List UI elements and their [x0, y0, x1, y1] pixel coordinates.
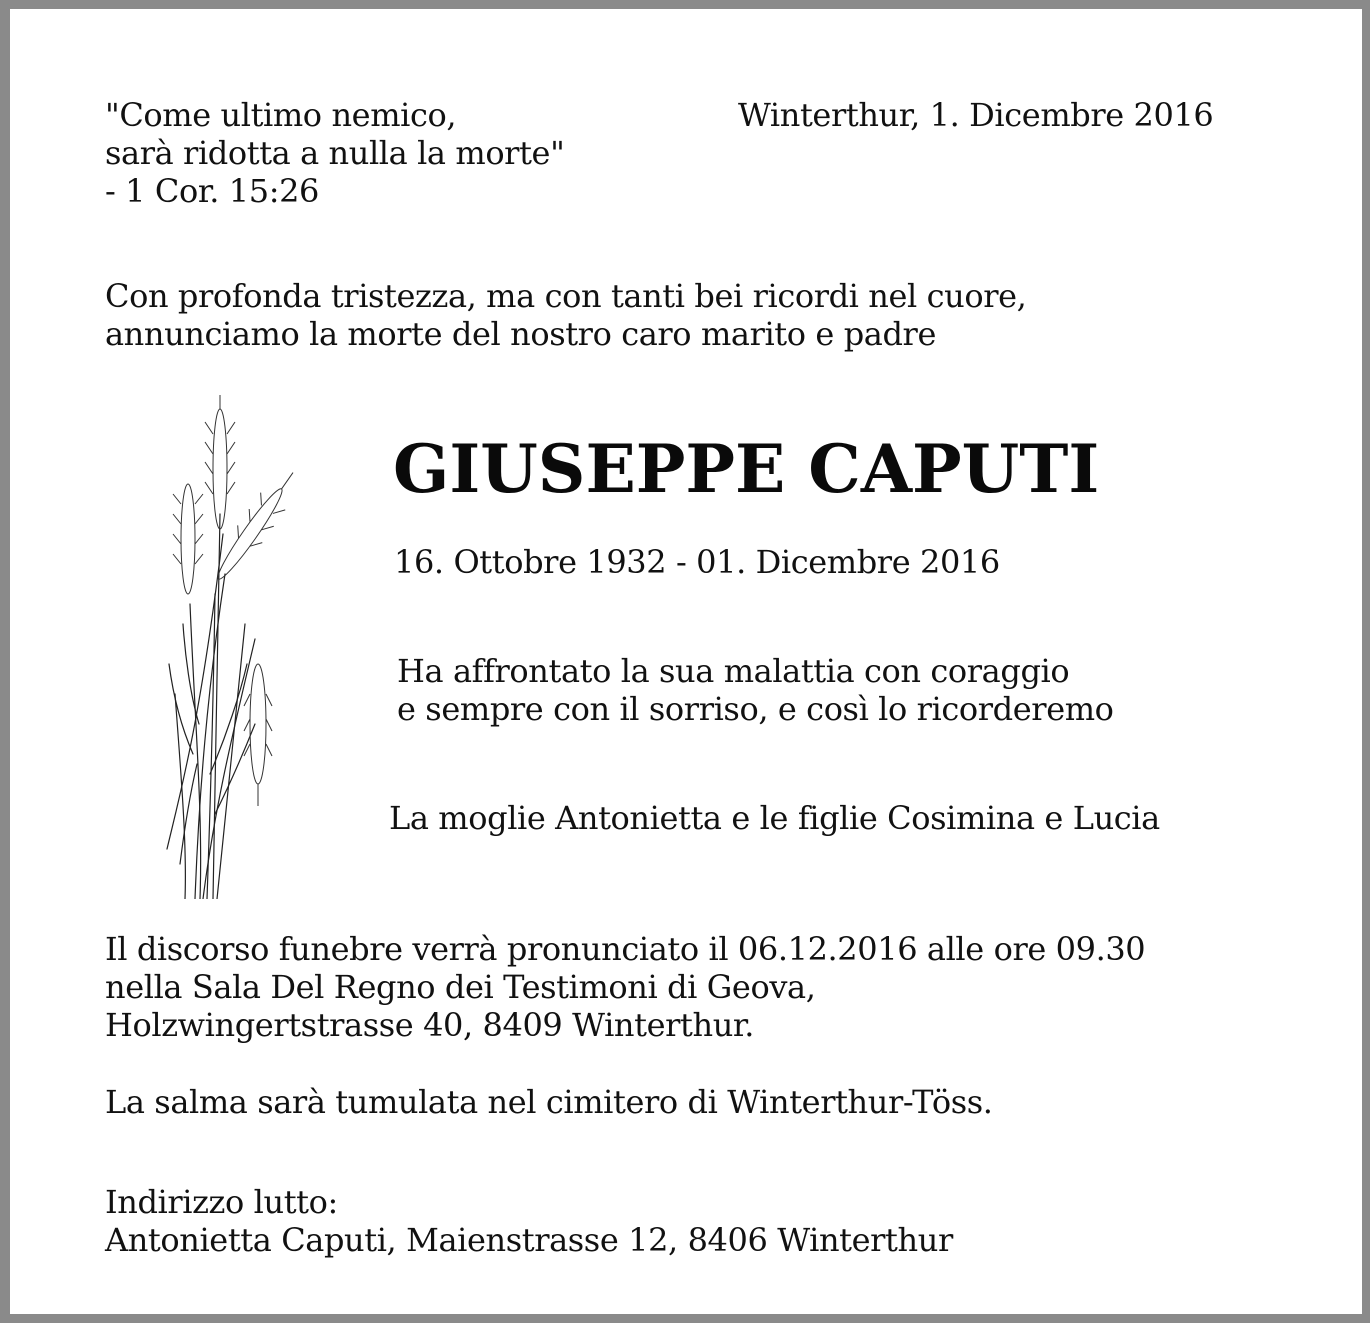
- mourning-address-value: Antonietta Caputi, Maienstrasse 12, 8406 Winterthur: [105, 1221, 953, 1259]
- lifespan-dates: 16. Ottobre 1932 - 01. Dicembre 2016: [394, 543, 1000, 581]
- bible-quote: [105, 96, 564, 210]
- deceased-name: GIUSEPPE CAPUTI: [393, 430, 1100, 508]
- quote-line-1: "Come ultimo nemico,: [105, 96, 457, 134]
- funeral-line-2: nella Sala Del Regno dei Testimoni di Geova,: [105, 968, 816, 1006]
- remembrance-text: [397, 652, 1114, 728]
- remembrance-line-2: e sempre con il sorriso, e così lo ricorderemo: [397, 690, 1114, 728]
- intro-line-1: Con profonda tristezza, ma con tanti bei ricordi nel cuore,: [105, 277, 1027, 315]
- family-signature: La moglie Antonietta e le figlie Cosimina e Lucia: [389, 799, 1160, 837]
- mourning-address-label: Indirizzo lutto:: [105, 1183, 338, 1221]
- quote-line-2: sarà ridotta a nulla la morte": [105, 134, 565, 172]
- funeral-info: [105, 930, 1145, 1044]
- mourning-address: [105, 1183, 953, 1259]
- quote-reference: - 1 Cor. 15:26: [105, 172, 320, 210]
- intro-text: [105, 277, 1026, 353]
- funeral-line-3: Holzwingertstrasse 40, 8409 Winterthur.: [105, 1006, 755, 1044]
- wheat-stalks-icon: [155, 394, 305, 899]
- burial-info: La salma sarà tumulata nel cimitero di Winterthur-Töss.: [105, 1083, 993, 1121]
- place-date: Winterthur, 1. Dicembre 2016: [738, 96, 1214, 134]
- remembrance-line-1: Ha affrontato la sua malattia con coraggio: [397, 652, 1070, 690]
- intro-line-2: annunciamo la morte del nostro caro marito e padre: [105, 315, 936, 353]
- funeral-line-1: Il discorso funebre verrà pronunciato il 06.12.2016 alle ore 09.30: [105, 930, 1146, 968]
